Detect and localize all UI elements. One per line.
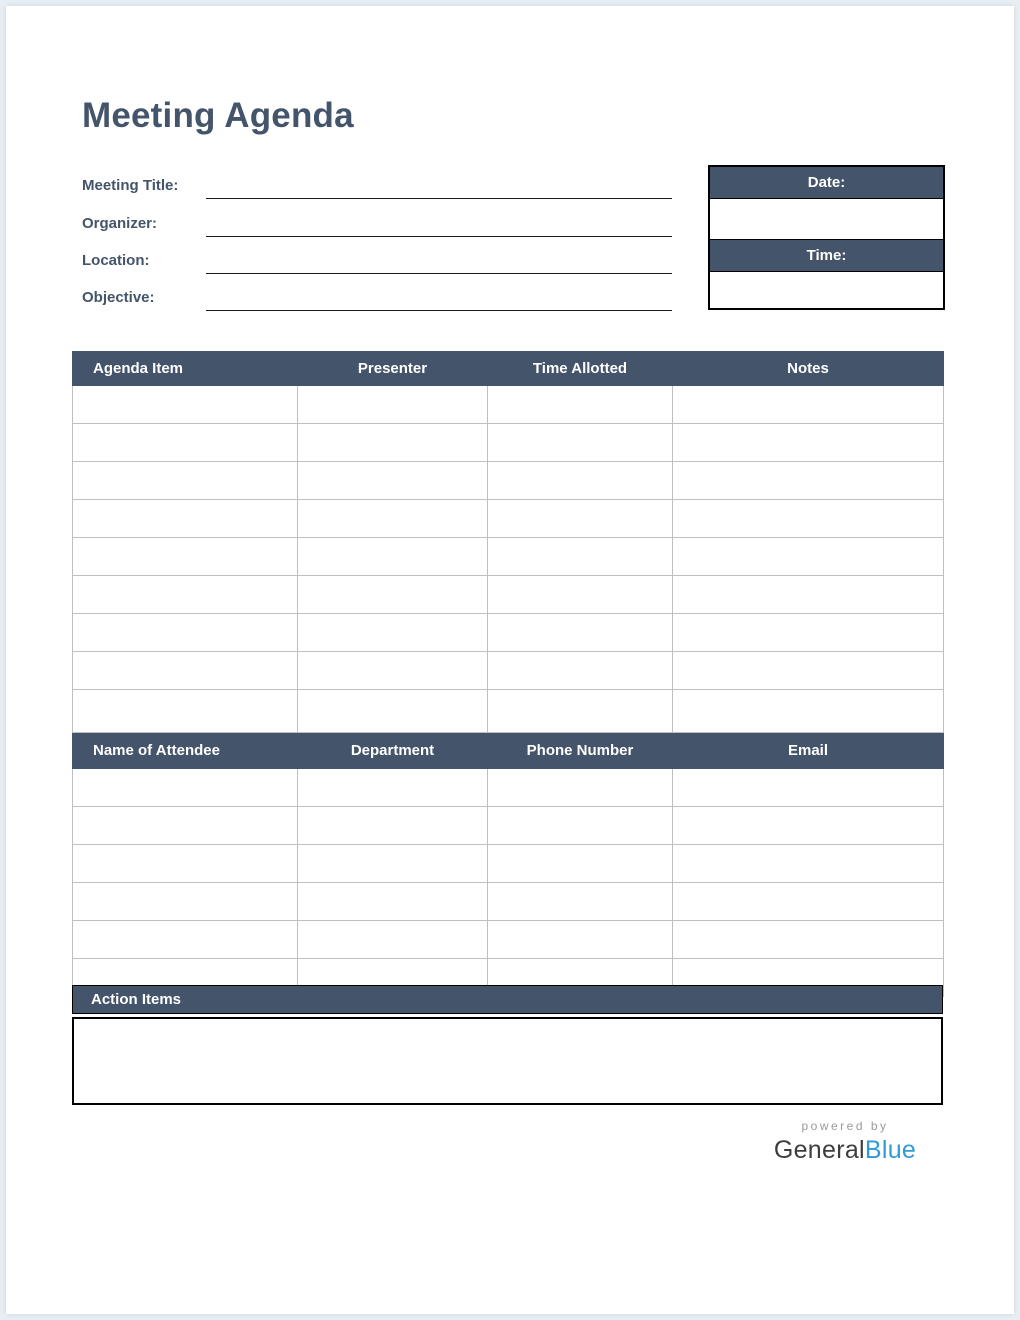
location-row (82, 248, 672, 274)
empty-cell[interactable] (298, 538, 488, 576)
table-row (73, 500, 944, 538)
header-notes: Notes (673, 352, 944, 386)
empty-cell[interactable] (298, 769, 488, 807)
empty-cell[interactable] (673, 652, 944, 690)
empty-cell[interactable] (488, 883, 673, 921)
attendee-rows (73, 769, 944, 997)
meeting-title-row (82, 173, 672, 199)
agenda-header-row (73, 352, 944, 386)
footer-brand (761, 1119, 929, 1165)
meeting-title-field[interactable] (206, 173, 672, 199)
empty-cell[interactable] (73, 883, 298, 921)
powered-by-text: powered by (801, 1119, 889, 1133)
header-time-allotted: Time Allotted (488, 352, 673, 386)
empty-cell[interactable] (673, 576, 944, 614)
date-time-box (708, 165, 945, 310)
empty-cell[interactable] (488, 807, 673, 845)
attendee-header-row (73, 733, 944, 769)
table-row (73, 845, 944, 883)
table-row (73, 462, 944, 500)
empty-cell[interactable] (488, 845, 673, 883)
empty-cell[interactable] (298, 576, 488, 614)
empty-cell[interactable] (73, 652, 298, 690)
action-items-header: Action Items (72, 985, 943, 1014)
empty-cell[interactable] (298, 614, 488, 652)
empty-cell[interactable] (488, 500, 673, 538)
empty-cell[interactable] (73, 614, 298, 652)
empty-cell[interactable] (298, 424, 488, 462)
empty-cell[interactable] (488, 614, 673, 652)
empty-cell[interactable] (298, 807, 488, 845)
action-items-box[interactable] (72, 1017, 943, 1105)
brand-general: General (773, 1136, 865, 1164)
empty-cell[interactable] (488, 690, 673, 733)
header-email: Email (673, 733, 944, 769)
empty-cell[interactable] (298, 921, 488, 959)
empty-cell[interactable] (488, 462, 673, 500)
table-row (73, 614, 944, 652)
empty-cell[interactable] (73, 807, 298, 845)
generalblue-logo (761, 1136, 929, 1165)
date-header: Date: (710, 167, 943, 199)
empty-cell[interactable] (488, 386, 673, 424)
agenda-attendee-table (72, 351, 944, 997)
table-row (73, 386, 944, 424)
objective-row (82, 285, 672, 311)
organizer-label: Organizer: (82, 215, 158, 232)
empty-cell[interactable] (73, 538, 298, 576)
location-label: Location: (82, 252, 150, 269)
empty-cell[interactable] (673, 769, 944, 807)
empty-cell[interactable] (488, 576, 673, 614)
empty-cell[interactable] (73, 424, 298, 462)
empty-cell[interactable] (488, 424, 673, 462)
empty-cell[interactable] (73, 500, 298, 538)
organizer-row (82, 211, 672, 237)
agenda-header-row-group (73, 352, 944, 386)
table-row (73, 576, 944, 614)
empty-cell[interactable] (673, 462, 944, 500)
empty-cell[interactable] (298, 845, 488, 883)
empty-cell[interactable] (673, 845, 944, 883)
table-row (73, 883, 944, 921)
page-title: Meeting Agenda (82, 96, 354, 135)
time-field[interactable] (710, 272, 943, 308)
empty-cell[interactable] (488, 921, 673, 959)
header-attendee-name: Name of Attendee (73, 733, 298, 769)
table-row (73, 652, 944, 690)
header-department: Department (298, 733, 488, 769)
table-row (73, 769, 944, 807)
empty-cell[interactable] (73, 845, 298, 883)
header-agenda-item: Agenda Item (73, 352, 298, 386)
table-row (73, 424, 944, 462)
table-row (73, 921, 944, 959)
empty-cell[interactable] (298, 462, 488, 500)
objective-label: Objective: (82, 289, 155, 306)
empty-cell[interactable] (73, 690, 298, 733)
empty-cell[interactable] (673, 690, 944, 733)
empty-cell[interactable] (673, 424, 944, 462)
empty-cell[interactable] (73, 462, 298, 500)
time-header: Time: (710, 240, 943, 272)
empty-cell[interactable] (298, 883, 488, 921)
empty-cell[interactable] (673, 500, 944, 538)
objective-field[interactable] (206, 285, 672, 311)
table-row (73, 538, 944, 576)
empty-cell[interactable] (73, 576, 298, 614)
header-presenter: Presenter (298, 352, 488, 386)
date-field[interactable] (710, 199, 943, 240)
location-field[interactable] (206, 248, 672, 274)
agenda-rows (73, 386, 944, 733)
empty-cell[interactable] (673, 386, 944, 424)
table-row (73, 807, 944, 845)
table-row (73, 690, 944, 733)
organizer-field[interactable] (206, 211, 672, 237)
empty-cell[interactable] (298, 500, 488, 538)
empty-cell[interactable] (298, 690, 488, 733)
empty-cell[interactable] (298, 386, 488, 424)
empty-cell[interactable] (673, 883, 944, 921)
empty-cell[interactable] (673, 538, 944, 576)
empty-cell[interactable] (673, 921, 944, 959)
empty-cell[interactable] (488, 652, 673, 690)
empty-cell[interactable] (673, 807, 944, 845)
empty-cell[interactable] (73, 921, 298, 959)
empty-cell[interactable] (488, 769, 673, 807)
empty-cell[interactable] (673, 614, 944, 652)
empty-cell[interactable] (73, 386, 298, 424)
empty-cell[interactable] (298, 652, 488, 690)
attendee-header-row-group (73, 733, 944, 769)
header-phone-number: Phone Number (488, 733, 673, 769)
empty-cell[interactable] (73, 769, 298, 807)
brand-blue: Blue (864, 1136, 917, 1164)
meeting-title-label: Meeting Title: (82, 177, 179, 194)
empty-cell[interactable] (488, 538, 673, 576)
